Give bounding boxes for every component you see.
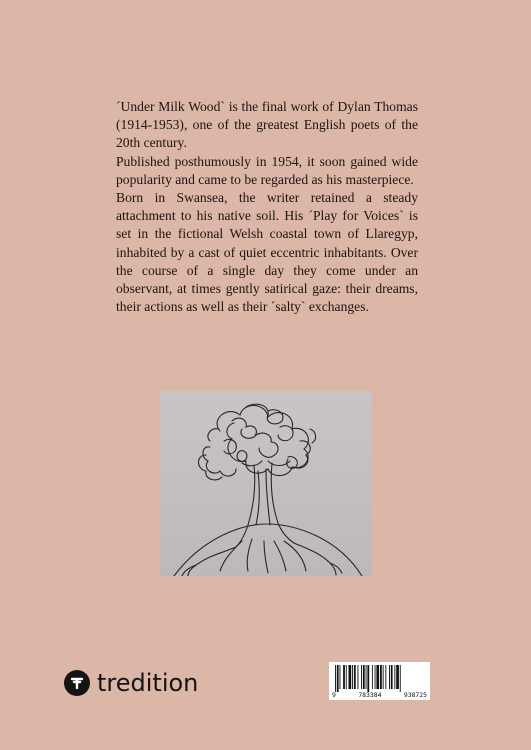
tree-illustration	[160, 391, 372, 576]
tredition-logo-icon	[64, 670, 90, 696]
barcode-bars	[329, 662, 430, 692]
tree-drawing-icon	[160, 391, 372, 576]
barcode-digit-group-2: 938725	[403, 691, 427, 699]
blurb-paragraph-3: Born in Swansea, the writer retained a steady attachment to his native soil. His ´Play for Voices` is set in the fictional Welsh coastal town of Llaregyp, inhabited by a cast of quiet eccentric inhabitants. Over the course of a single day they come under an observant, at times gently satirical gaze: their dreams, their actions as well as their ´salty` exchanges.	[116, 190, 418, 315]
publisher-name: tredition	[97, 669, 199, 697]
publisher-logo	[64, 669, 198, 697]
barcode-digit-group-1: 783384	[358, 691, 382, 699]
blurb-paragraph-2: Published posthumously in 1954, it soon gained wide popularity and came to be regarded as his masterpiece.	[116, 153, 418, 187]
blurb-paragraph-1: ´Under Milk Wood` is the final work of Dylan Thomas (1914-1953), one of the greatest English poets of the 20th century.	[116, 99, 418, 151]
isbn-barcode	[329, 662, 430, 700]
back-cover-blurb	[116, 98, 418, 316]
barcode-digits	[329, 691, 430, 699]
barcode-digit-lead: 9	[332, 691, 336, 699]
